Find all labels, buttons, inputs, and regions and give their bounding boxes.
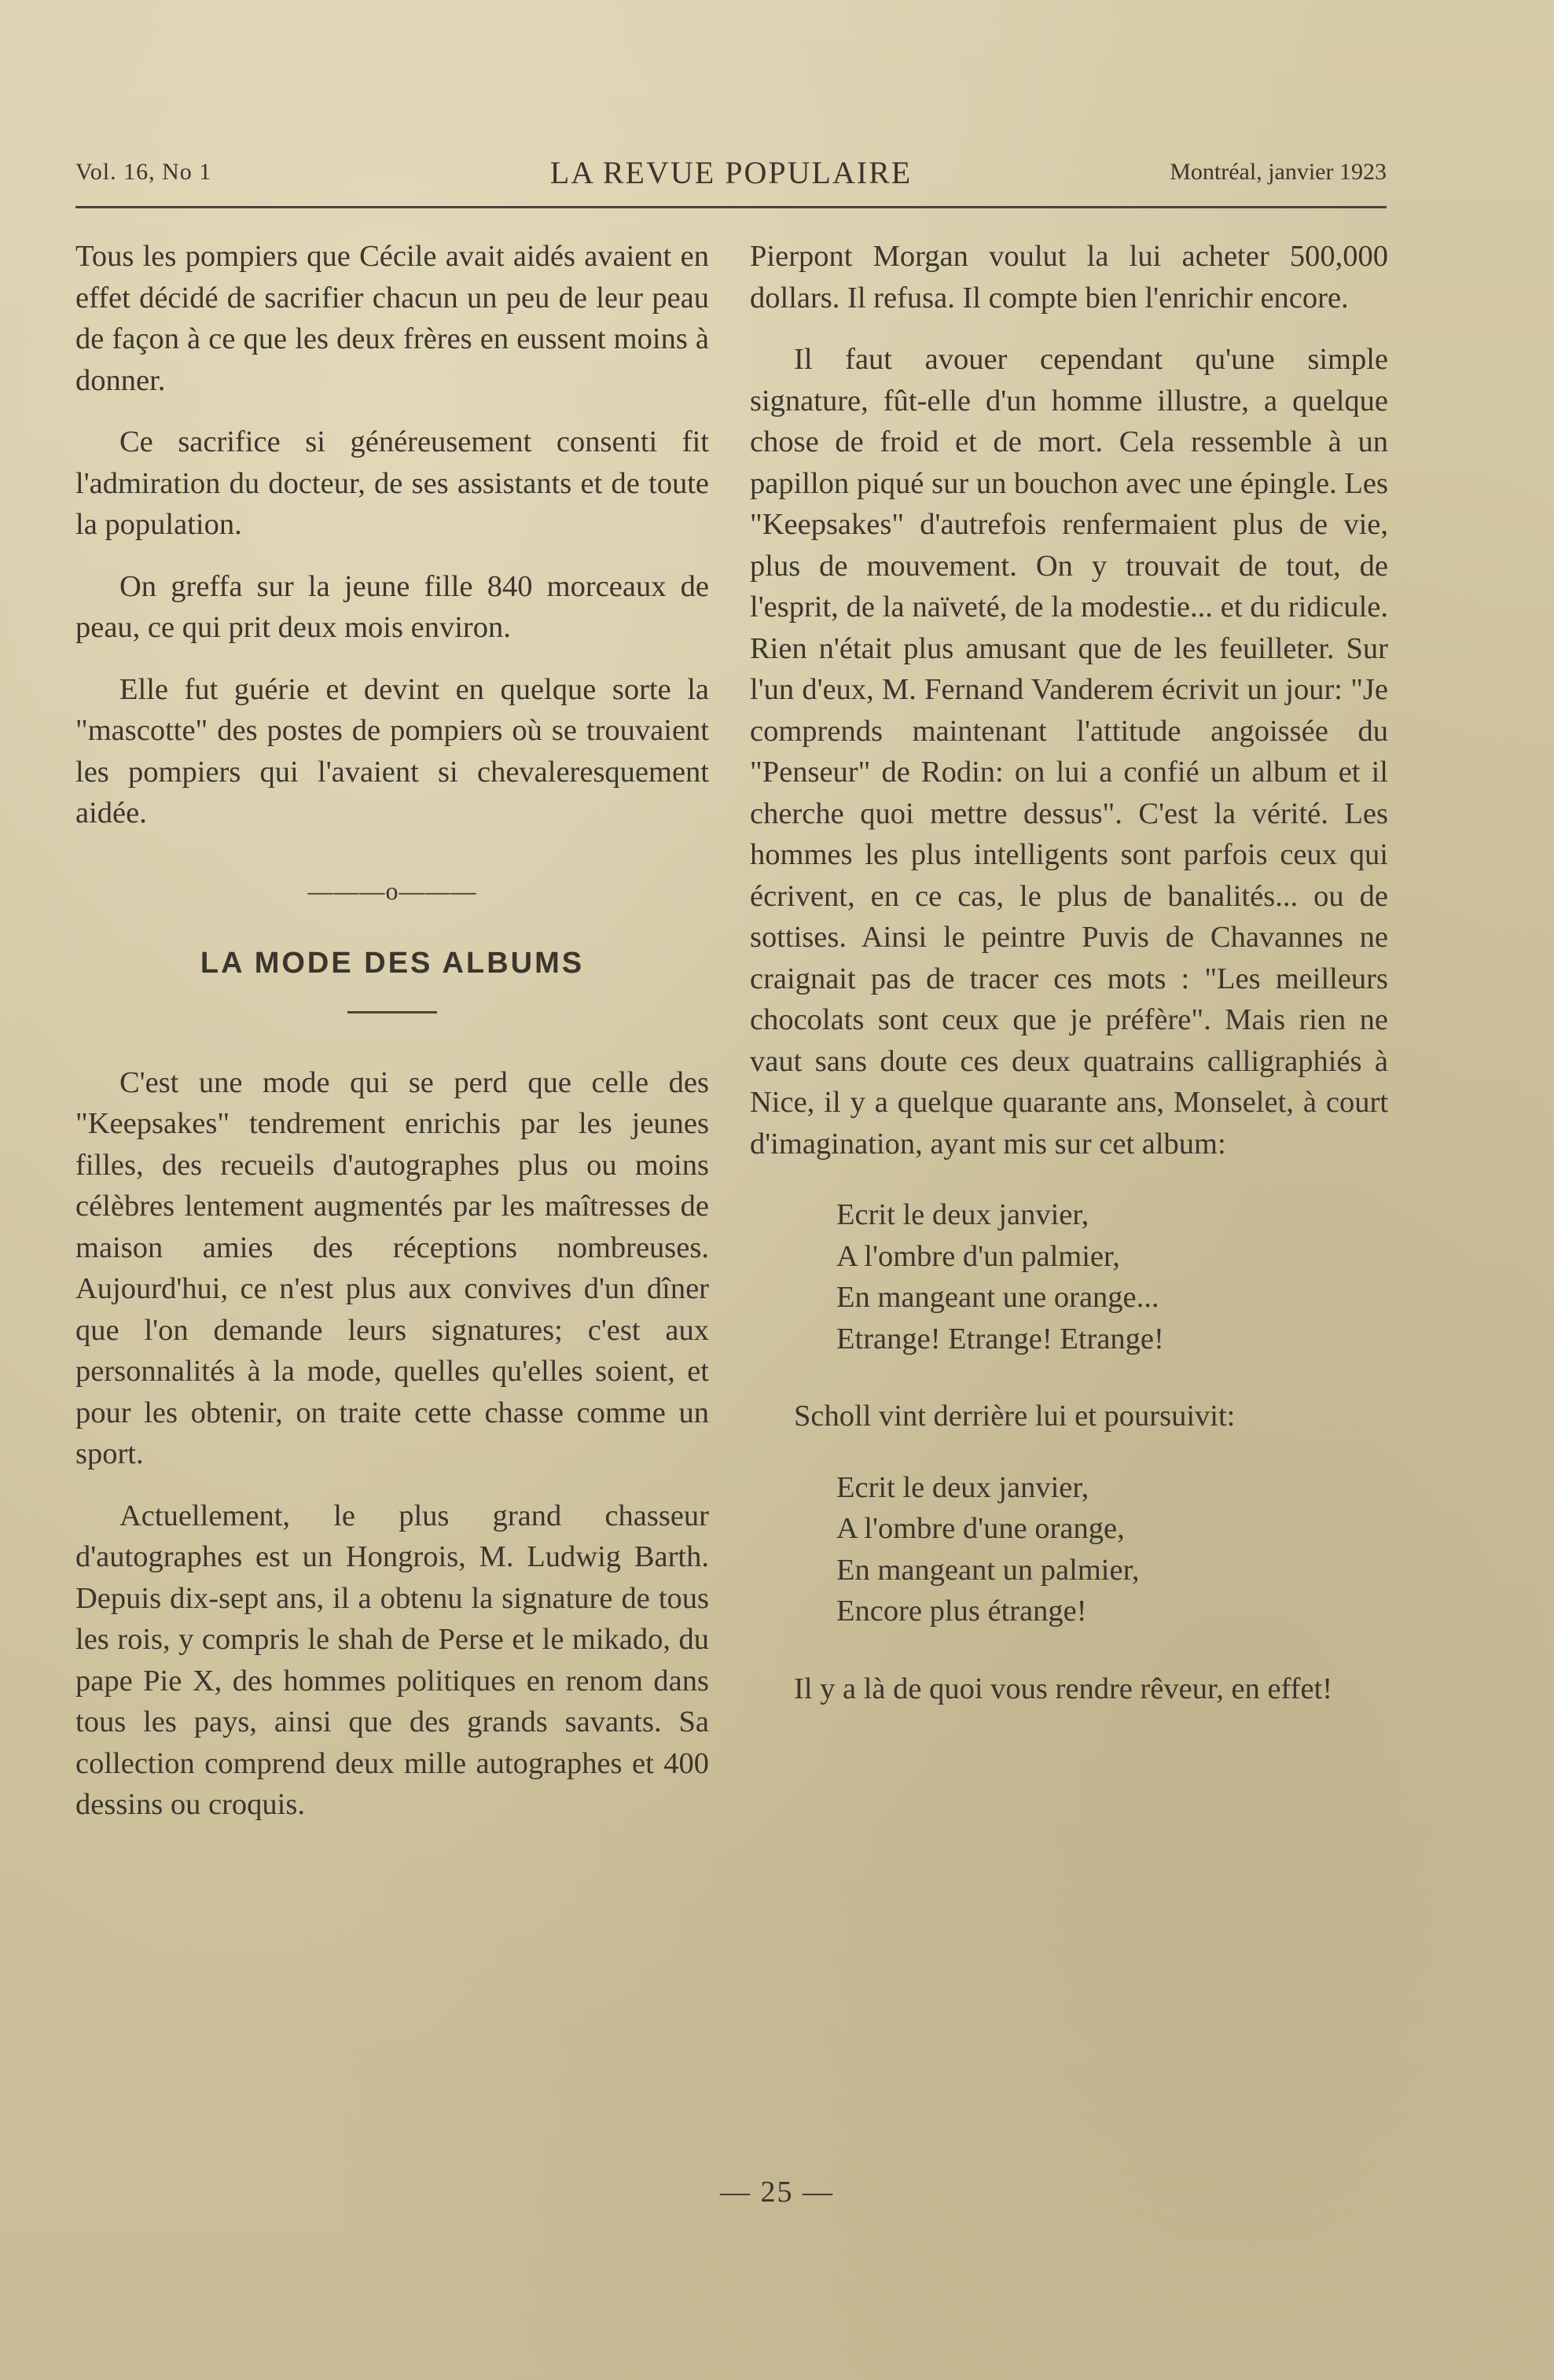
- publication-title: LA REVUE POPULAIRE: [549, 155, 913, 190]
- section-separator: ———o———: [307, 876, 477, 905]
- verse-line: A l'ombre d'un palmier,: [836, 1239, 1120, 1273]
- right-column: [750, 236, 1388, 1709]
- paragraph: Elle fut guérie et devint en quelque sorte la "mascotte" des postes de pompiers où se trouvaient les pompiers qui l'avaient si chevaleresquement aidée.: [75, 672, 709, 830]
- paragraph: Ce sacrifice si généreusement consenti fit l'admiration du docteur, de ses assistants et de toute la population.: [75, 425, 709, 541]
- paragraph: Actuellement, le plus grand chasseur d'autographes est un Hongrois, M. Ludwig Barth. Depuis dix-sept ans, il a obtenu la signature de tous les rois, y compris le shah de Perse et le mikado, du pape Pie X, des hommes politiques en renom dans tous les pays, ainsi que des grands savants. Sa collection comprend deux mille autographes et 400 dessins ou croquis.: [75, 1499, 709, 1821]
- article-title: LA MODE DES ALBUMS: [200, 947, 585, 980]
- paragraph: C'est une mode qui se perd que celle des "Keepsakes" tendrement enrichis par les jeunes filles, des recueils d'autographes plus ou moins célèbres lentement augmentés par les maîtresses de maison amies des réceptions nombreuses. Aujourd'hui, ce n'est plus aux convives d'un dîner que l'on demande leurs signatures; c'est aux personnalités à la mode, quelles qu'elles soient, et pour les obtenir, on traite cette chasse comme un sport.: [75, 1065, 709, 1470]
- paragraph: Pierpont Morgan voulut la lui acheter 500,000 dollars. Il refusa. Il compte bien l'enrichir encore.: [750, 240, 1388, 315]
- volume-number: Vol. 16, No 1: [75, 159, 212, 185]
- running-header: [75, 154, 1387, 204]
- paragraph: On greffa sur la jeune fille 840 morceaux de peau, ce qui prit deux mois environ.: [75, 569, 709, 644]
- verse-stanza: [750, 1194, 1388, 1359]
- page-number: — 25 —: [720, 2176, 834, 2209]
- title-rule: [347, 1011, 437, 1013]
- paragraph: Tous les pompiers que Cécile avait aidés avaient en effet décidé de sacrifier chacun un peu de leur peau de façon à ce que les deux frères en eussent moins à donner.: [75, 240, 709, 397]
- issue-date: Montréal, janvier 1923: [1170, 159, 1387, 185]
- header-rule: [75, 206, 1387, 208]
- paragraph: Scholl vint derrière lui et poursuivit:: [794, 1400, 1236, 1433]
- verse-line: En mangeant un palmier,: [836, 1553, 1140, 1587]
- verse-line: En mangeant une orange...: [836, 1281, 1159, 1314]
- verse-line: Encore plus étrange!: [836, 1595, 1087, 1628]
- verse-line: Ecrit le deux janvier,: [836, 1198, 1089, 1231]
- verse-stanza: [750, 1467, 1388, 1632]
- verse-line: Ecrit le deux janvier,: [836, 1470, 1089, 1504]
- paragraph: Il faut avouer cependant qu'une simple signature, fût-elle d'un homme illustre, a quelque chose de froid et de mort. Cela ressemble à un papillon piqué sur un bouchon avec une épingle. Les "Keepsakes" d'autrefois renfermaient plus de vie, plus de mouvement. On y trouvait de tout, de l'esprit, de la naïveté, de la modestie... et du ridicule. Rien n'était plus amusant que de les feuilleter. Sur l'un d'eux, M. Fernand Vanderem écrivit un jour: "Je comprends maintenant l'attitude angoissée du "Penseur" de Rodin: on lui a confié un album et il cherche quoi mettre dessus". C'est la vérité. Les hommes les plus intelligents sont parfois ceux qui écrivent, en ce cas, le plus de banalités... ou de sottises. Ainsi le peintre Puvis de Chavannes ne craignait pas de tracer ces mots : "Les meilleurs chocolats sont ceux que je préfère". Mais rien ne vaut sans doute ces deux quatrains calligraphiés à Nice, il y a quelque quarante ans, Monselet, à court d'imagination, ayant mis sur cet album:: [750, 343, 1388, 1161]
- verse-line: Etrange! Etrange! Etrange!: [836, 1322, 1164, 1356]
- left-column: [75, 236, 709, 1826]
- paragraph: Il y a là de quoi vous rendre rêveur, en effet!: [794, 1672, 1333, 1705]
- verse-line: A l'ombre d'une orange,: [836, 1512, 1125, 1545]
